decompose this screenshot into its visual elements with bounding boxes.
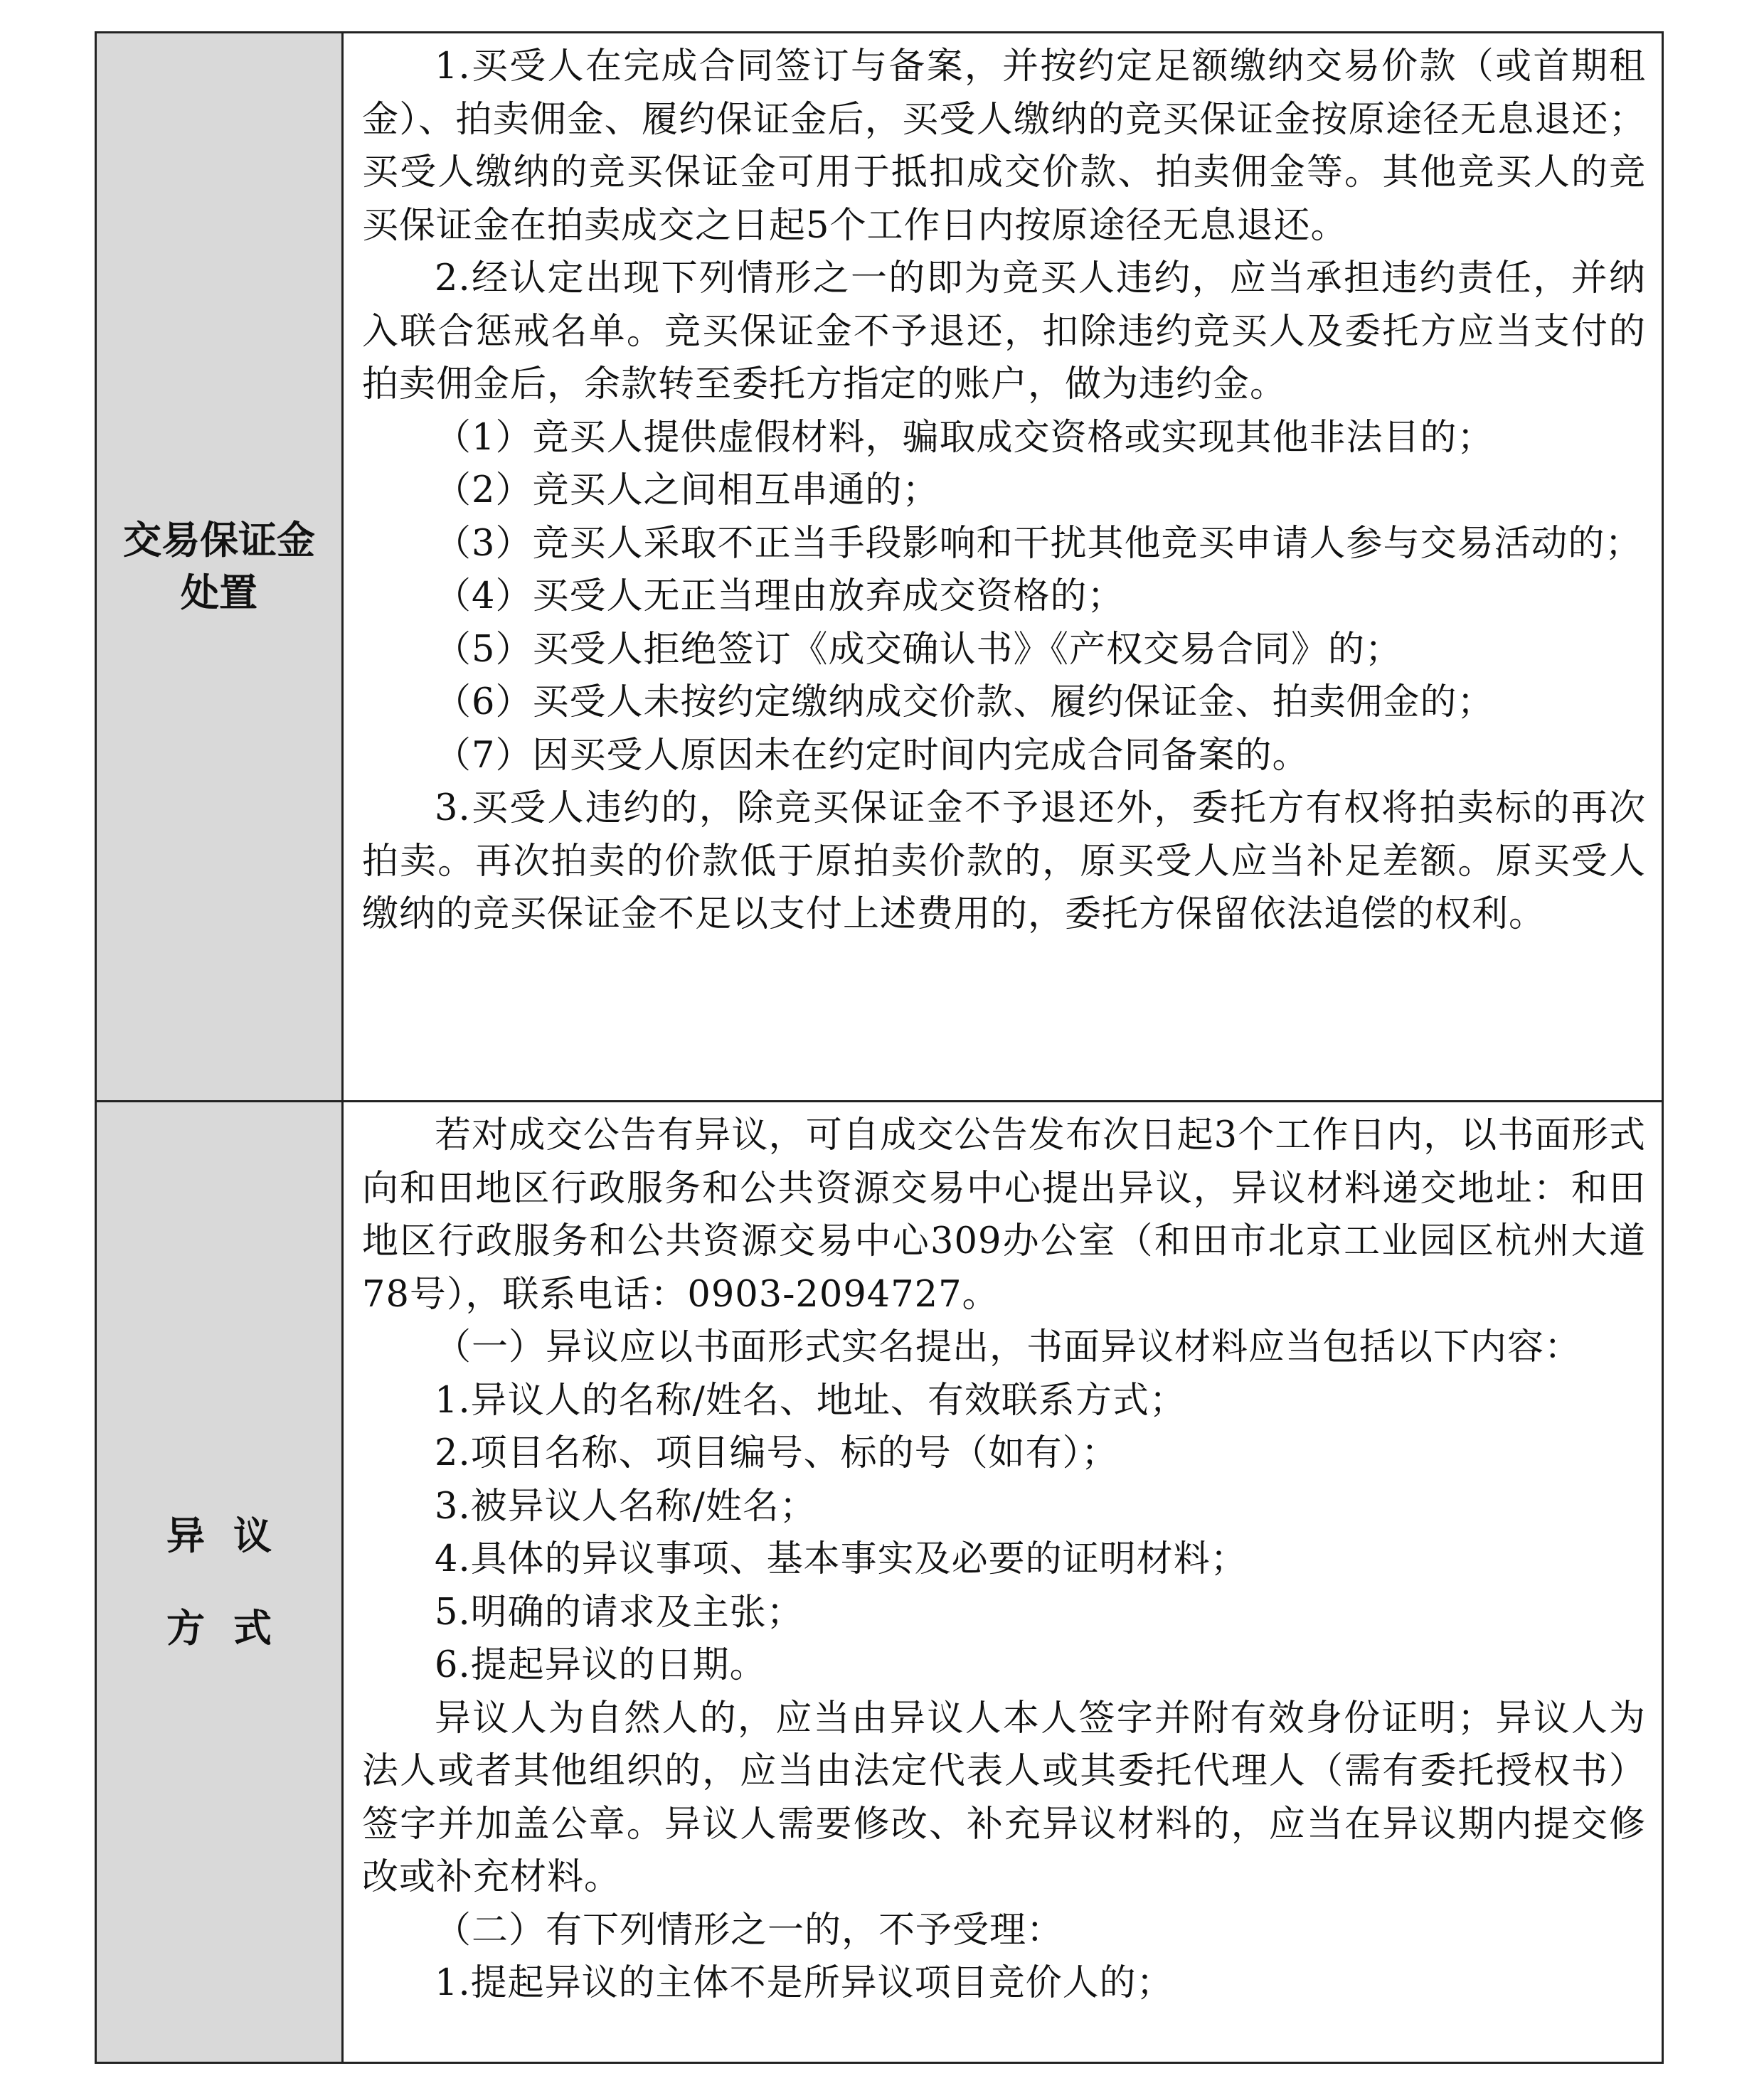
info-table bbox=[95, 31, 1664, 2064]
row-content-cell bbox=[344, 1102, 1662, 2062]
row-label-line: 交易保证金 bbox=[123, 518, 315, 563]
content-paragraph: 3.被异议人名称/姓名； bbox=[435, 1485, 817, 1528]
content-paragraph: （二）有下列情形之一的，不予受理： bbox=[435, 1909, 1064, 1951]
content-paragraph: 3.买受人违约的，除竞买保证金不予退还外，委托方有权将拍卖标的再次拍卖。再次拍卖的价款低于原拍卖价款的，原买受人应当补足差额。原买受人缴纳的竞买保证金不足以支付上述费用的，委托方保留依法追偿的权利。 bbox=[362, 787, 1646, 935]
content-paragraph: （2）竞买人之间相互串通的； bbox=[435, 469, 940, 511]
content-paragraph: 1.异议人的名称/姓名、地址、有效联系方式； bbox=[435, 1379, 1186, 1422]
content-paragraph: （4）买受人无正当理由放弃成交资格的； bbox=[435, 575, 1125, 617]
content-paragraph: （1）竞买人提供虚假材料，骗取成交资格或实现其他非法目的； bbox=[435, 416, 1494, 459]
content-paragraph: （7）因买受人原因未在约定时间内完成合同备案的。 bbox=[435, 734, 1309, 777]
table-row-objection-method bbox=[97, 1100, 1662, 2062]
row-label-cell bbox=[97, 1102, 344, 2062]
content-paragraph: （6）买受人未按约定缴纳成交价款、履约保证金、拍卖佣金的； bbox=[435, 681, 1494, 723]
row-content-cell bbox=[344, 33, 1662, 1100]
table-row-deposit-disposal bbox=[97, 33, 1662, 1100]
content-paragraph: 4.具体的异议事项、基本事实及必要的证明材料； bbox=[435, 1538, 1248, 1580]
row-label-line: 处置 bbox=[181, 570, 257, 615]
content-paragraph: 2.经认定出现下列情形之一的即为竞买人违约，应当承担违约责任，并纳入联合惩戒名单。竞买保证金不予退还，扣除违约竞买人及委托方应当支付的拍卖佣金后，余款转至委托方指定的账户，做为违约金。 bbox=[362, 257, 1646, 405]
row-label-cell bbox=[97, 33, 344, 1100]
content-paragraph: （5）买受人拒绝签订《成交确认书》《产权交易合同》的； bbox=[435, 628, 1402, 671]
row-label bbox=[112, 514, 326, 619]
content-paragraph: 异议人为自然人的，应当由异议人本人签字并附有效身份证明；异议人为法人或者其他组织的，应当由法定代表人或其委托代理人（需有委托授权书）签字并加盖公章。异议人需要修改、补充异议材料的，应当在异议期内提交修改或补充材料。 bbox=[362, 1697, 1646, 1898]
content-paragraph: 1.提起异议的主体不是所异议项目竞价人的； bbox=[435, 1962, 1174, 2004]
content-paragraph: 若对成交公告有异议，可自成交公告发布次日起3个工作日内，以书面形式向和田地区行政服务和公共资源交易中心提出异议，异议材料递交地址：和田地区行政服务和公共资源交易中心309办公室（和田市北京工业园区杭州大道78号），联系电话：0903-2094727。 bbox=[362, 1114, 1646, 1316]
content-paragraph: 5.明确的请求及主张； bbox=[435, 1591, 804, 1634]
content-paragraph: 1.买受人在完成合同签订与备案，并按约定足额缴纳交易价款（或首期租金）、拍卖佣金、履约保证金后，买受人缴纳的竞买保证金按原途径无息退还；买受人缴纳的竞买保证金可用于抵扣成交价款、拍卖佣金等。其他竞买人的竞买保证金在拍卖成交之日起5个工作日内按原途径无息退还。 bbox=[362, 46, 1646, 247]
row-label bbox=[138, 1490, 300, 1675]
content-paragraph: （一）异议应以书面形式实名提出，书面异议材料应当包括以下内容： bbox=[435, 1326, 1582, 1368]
content-paragraph: 2.项目名称、项目编号、标的号（如有）； bbox=[435, 1432, 1119, 1474]
row-label-line: 方式 bbox=[166, 1605, 300, 1651]
content-paragraph: （3）竞买人采取不正当手段影响和干扰其他竞买申请人参与交易活动的； bbox=[435, 522, 1642, 565]
row-label-line: 异议 bbox=[166, 1513, 300, 1558]
content-paragraph: 6.提起异议的日期。 bbox=[435, 1644, 767, 1686]
